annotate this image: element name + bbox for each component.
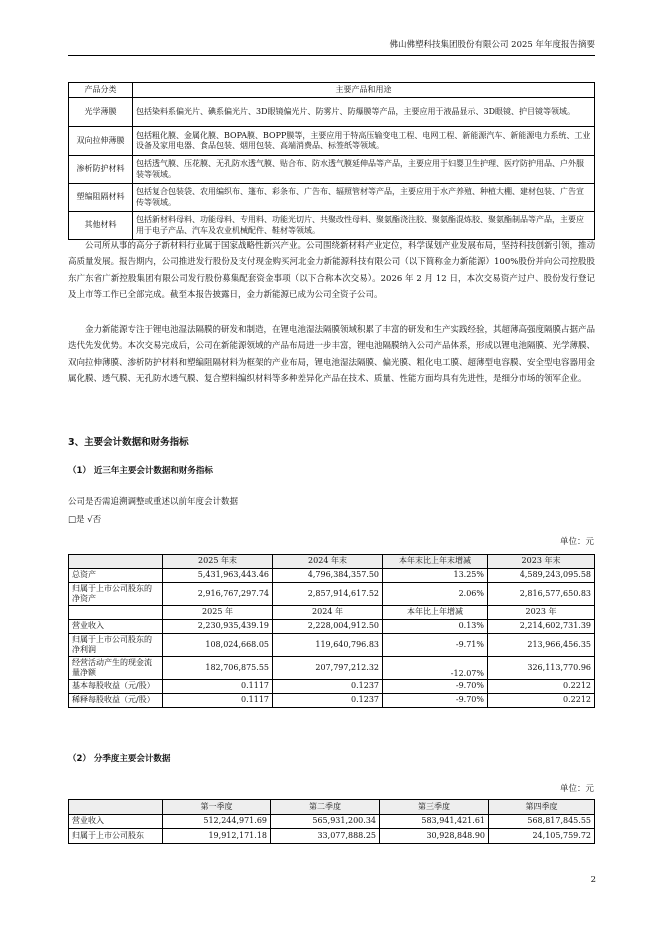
fin-header-cell: 2023 年	[488, 606, 595, 620]
product-usage: 包括染料系偏光片、碘系偏光片、3D眼镜偏光片、防雾片、防爆膜等产品，主要应用于液晶显示、3D眼镜、护目镜等领域。	[133, 98, 595, 127]
product-row	[69, 212, 595, 240]
fin-value: 119,640,796.83	[273, 634, 383, 657]
fin-value: 182,706,875.55	[163, 657, 273, 680]
fin-row-label: 归属于上市公司股东的净资产	[69, 583, 163, 606]
product-table-header-usage: 主要产品和用途	[133, 83, 595, 98]
fin-row-label: 归属于上市公司股东的净利润	[69, 634, 163, 657]
table-row	[69, 634, 595, 657]
fin-value: 2,857,914,617.52	[273, 583, 383, 606]
fin-value: 0.1237	[273, 694, 383, 708]
product-category: 塑编阻隔材料	[69, 184, 133, 212]
fin-value: 4,796,384,357.50	[273, 569, 383, 583]
table-row	[69, 680, 595, 694]
key-financial-data-table	[68, 554, 595, 708]
fin-change: 2.06%	[383, 583, 488, 606]
q-value: 19,912,171.18	[163, 829, 271, 844]
fin-row-label: 经营活动产生的现金流量净额	[69, 657, 163, 680]
fin-change: -9.71%	[383, 634, 488, 657]
product-category-table	[68, 82, 595, 240]
fin-value: 0.2212	[488, 680, 595, 694]
header-divider	[68, 55, 595, 56]
fin-row-label: 稀释每股收益（元/股）	[69, 694, 163, 708]
table-row	[69, 583, 595, 606]
fin-value: 0.1117	[163, 694, 273, 708]
q-value: 583,941,421.61	[380, 814, 489, 829]
fin-value: 326,113,770.96	[488, 657, 595, 680]
subsection-heading-quarterly: （2） 分季度主要会计数据	[68, 754, 171, 764]
fin-value: 5,431,963,443.46	[163, 569, 273, 583]
fin-value: 4,589,243,095.58	[488, 569, 595, 583]
q-value: 30,928,848.90	[380, 829, 489, 844]
section-heading-financials: 3、主要会计数据和财务指标	[68, 437, 189, 448]
table-row	[69, 694, 595, 708]
product-row	[69, 127, 595, 156]
fin-value: 0.1237	[273, 680, 383, 694]
fin-value: 108,024,668.05	[163, 634, 273, 657]
fin-value: 0.1117	[163, 680, 273, 694]
unit-label: 单位：元	[559, 784, 594, 794]
fin-header-cell	[69, 606, 163, 620]
q-value: 565,931,200.34	[271, 814, 380, 829]
fin-header-cell: 2024 年末	[273, 555, 383, 569]
product-usage: 包括粗化膜、金属化膜、BOPA膜、BOPP膜等，主要应用于特高压输变电工程、电网工程、新能源汽车、新能源电力系统、工业设备及家用电器、食品包装、烟用包装、高端消费品、标签纸等领域。	[133, 127, 595, 156]
q-row-label: 营业收入	[69, 814, 163, 829]
q-value: 33,077,888.25	[271, 829, 380, 844]
fin-header-cell: 2024 年	[273, 606, 383, 620]
fin-change: 0.13%	[383, 620, 488, 634]
product-table-header-row	[69, 83, 595, 98]
product-usage: 包括新材料母料、功能母料、专用料、功能光切片、共聚改性母料、聚氨酯浇注胶、聚氨酯混炼胶、聚氨酯制品等产品，主要应用于电子产品、汽车及农业机械配件、鞋材等领域。	[133, 212, 595, 240]
subsection-heading-three-year: （1） 近三年主要会计数据和财务指标	[68, 466, 213, 476]
q-header-cell: 第三季度	[380, 800, 489, 815]
restatement-answer: □是 √否	[68, 515, 102, 525]
q-header-cell: 第四季度	[489, 800, 595, 815]
q-header-cell: 第一季度	[163, 800, 271, 815]
business-paragraph-2: 金力新能源专注于锂电池湿法隔膜的研发和制造，在锂电池湿法隔膜领域积累了丰富的研发和生产实践经验，其超薄高强度隔膜占据产品迭代先发优势。本次交易完成后，公司在新能源领域的产品布局进一步丰富，锂电池隔膜纳入公司产品体系，形成以锂电池隔膜、光学薄膜、双向拉伸薄膜、渗析防护材料和塑编阻隔材料为框架的产业布局，锂电池湿法隔膜、偏光膜、粗化电工膜、超薄型电容膜、安全型电容器用金属化膜、透气膜、无孔防水透气膜、复合塑料编织材料等多种差异化产品在技术、质量、性能方面均具有先进性，是细分市场的领军企业。	[68, 325, 596, 384]
q-table-header-row	[69, 800, 595, 815]
fin-header-cell: 2025 年	[163, 606, 273, 620]
product-row	[69, 98, 595, 127]
fin-value: 207,797,212.32	[273, 657, 383, 680]
fin-change: -9.70%	[383, 694, 488, 708]
fin-value: 2,214,602,731.39	[488, 620, 595, 634]
product-category: 渗析防护材料	[69, 156, 133, 184]
restatement-question: 公司是否需追溯调整或重述以前年度会计数据	[68, 497, 239, 507]
fin-value: 0.2212	[488, 694, 595, 708]
fin-header-cell: 本年末比上年末增减	[383, 555, 488, 569]
business-paragraph-1: 公司所从事的高分子新材料行业属于国家战略性新兴产业。公司围绕新材料产业定位，科学谋划产业发展布局，坚持科技创新引领，推动高质量发展。报告期内，公司推进发行股份及支付现金购买河北金力新能源科技有限公司（以下简称金力新能源）100%股份并向公司控股股东广东省广新控股集团有限公司发行股份募集配套资金事项（以下合称本次交易）。2026 年 2 月 12 日，本次交易资产过户、股份发行登记及上市等工作已全部完成。截至本报告披露日，金力新能源已成为公司全资子公司。	[68, 241, 596, 300]
fin-header-cell: 2023 年末	[488, 555, 595, 569]
table-row	[69, 569, 595, 583]
fin-change: -9.70%	[383, 680, 488, 694]
fin-table-subheader-row	[69, 606, 595, 620]
product-row	[69, 156, 595, 184]
report-header-title: 佛山佛塑科技集团股份有限公司 2025 年年度报告摘要	[389, 40, 595, 50]
fin-value: 2,816,577,650.83	[488, 583, 595, 606]
fin-header-cell: 2025 年末	[163, 555, 273, 569]
table-row	[69, 814, 595, 829]
table-row	[69, 620, 595, 634]
table-row	[69, 829, 595, 844]
fin-value: 213,966,456.35	[488, 634, 595, 657]
product-category: 光学薄膜	[69, 98, 133, 127]
q-row-label: 归属于上市公司股东	[69, 829, 163, 844]
q-value: 568,817,845.55	[489, 814, 595, 829]
product-row	[69, 184, 595, 212]
quarterly-data-table	[68, 799, 595, 844]
fin-row-label: 总资产	[69, 569, 163, 583]
table-row	[69, 657, 595, 680]
fin-value: 2,230,935,439.19	[163, 620, 273, 634]
fin-value: 2,916,767,297.74	[163, 583, 273, 606]
fin-table-header-row	[69, 555, 595, 569]
fin-header-cell: 本年比上年增减	[383, 606, 488, 620]
fin-row-label: 基本每股收益（元/股）	[69, 680, 163, 694]
fin-value: 2,228,004,912.50	[273, 620, 383, 634]
page-number: 2	[590, 875, 596, 885]
q-value: 512,244,971.69	[163, 814, 271, 829]
fin-change: 13.25%	[383, 569, 488, 583]
q-header-cell: 第二季度	[271, 800, 380, 815]
fin-change: -12.07%	[383, 657, 488, 680]
q-value: 24,105,759.72	[489, 829, 595, 844]
product-usage: 包括透气膜、压花膜、无孔防水透气膜、贴合布、防水透气膜延伸品等产品，主要应用于妇婴卫生护理、医疗防护用品、户外服装等领域。	[133, 156, 595, 184]
product-category: 双向拉伸薄膜	[69, 127, 133, 156]
fin-header-cell	[69, 555, 163, 569]
q-header-cell	[69, 800, 163, 815]
product-category: 其他材料	[69, 212, 133, 240]
unit-label: 单位：元	[559, 537, 594, 547]
fin-row-label: 营业收入	[69, 620, 163, 634]
product-usage: 包括复合包装袋、农用编织布、篷布、彩条布、广告布、辐照管材等产品，主要应用于水产养殖、种植大棚、建材包装、广告宣传等领域。	[133, 184, 595, 212]
product-table-header-category: 产品分类	[69, 83, 133, 98]
